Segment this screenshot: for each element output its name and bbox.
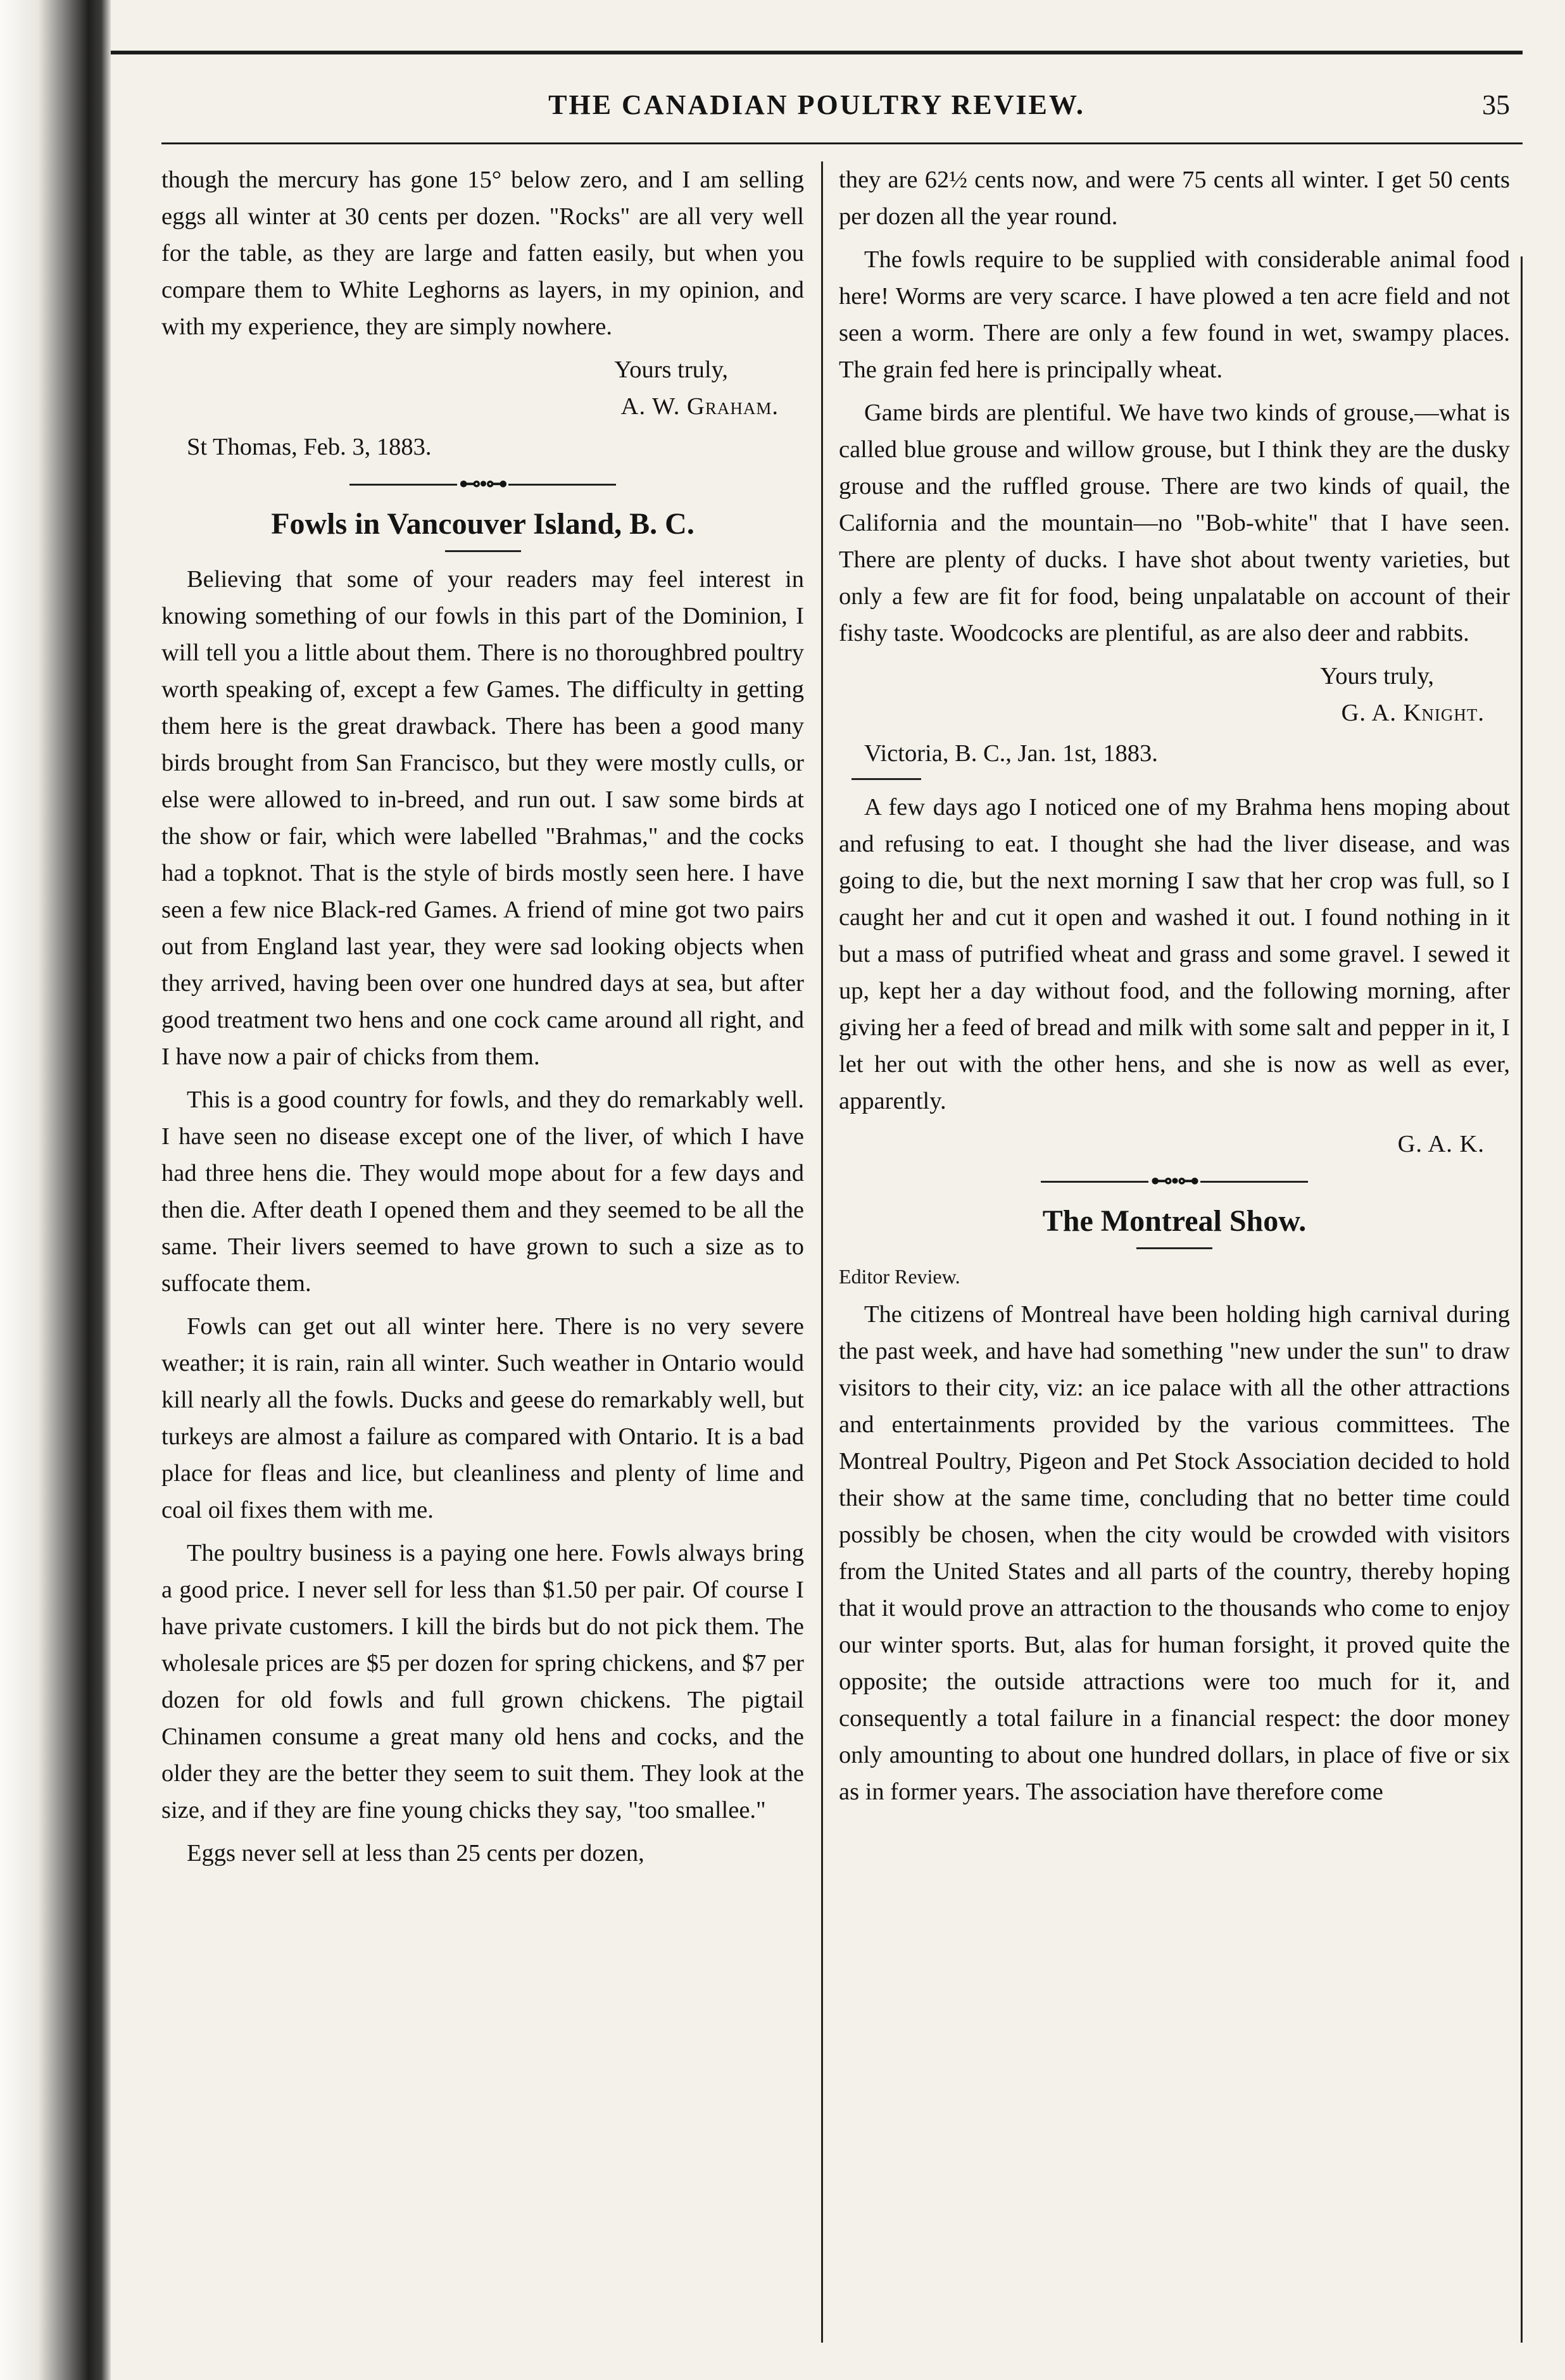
columns — [161, 161, 1523, 2355]
binding-edge — [0, 0, 111, 2380]
ornament-mark: ⊷•⊶ — [459, 472, 506, 496]
vancouver-continued-paragraph-1: they are 62½ cents now, and were 75 cents all winter. I get 50 cents per dozen all the year round. — [839, 167, 1510, 230]
title-rule — [445, 550, 521, 552]
graham-signature: A. W. Graham. — [620, 393, 779, 420]
note-rule — [852, 778, 921, 780]
knight-place-date: Victoria, B. C., Jan. 1st, 1883. — [864, 740, 1158, 767]
vancouver-paragraph-2: This is a good country for fowls, and they do remarkably well. I have seen no disease except one of the liver, of which I have had three hens die. They would mope about for a few days and then die. After death I opened them and they seemed to be all the same. Their livers seemed to have grown to such a size as to suffocate them. — [161, 1086, 804, 1297]
section-ornament — [161, 470, 804, 497]
graham-paragraph: though the mercury has gone 15° below zero, and I am selling eggs all winter at 30 cents per dozen. "Rocks" are all very well for the table, as they are large and fatten easily, but when you compare them to White Leghorns as layers, in my opinion, and with my experience, they are simply nowhere. — [161, 167, 804, 340]
brahma-note-paragraph: A few days ago I noticed one of my Brahma hens moping about and refusing to eat. I thought she had the liver disease, and was going to die, but the next morning I saw that her crop was full, so I caught her and cut it open and washed it out. I found nothing in it but a mass of putrified wheat and grass and some gravel. I sewed it up, kept her a day without food, and the following morning, after giving her a feed of bread and milk with some salt and pepper in it, I let her out with the other hens, and she is now as well as ever, apparently. — [839, 794, 1510, 1114]
left-column — [161, 161, 804, 2355]
right-border — [1521, 256, 1523, 2343]
ornament-bar-right — [1200, 1181, 1308, 1183]
montreal-show-title: The Montreal Show. — [1042, 1204, 1307, 1238]
page-header — [111, 89, 1523, 139]
vancouver-continued-paragraph-2: The fowls require to be supplied with considerable animal food here! Worms are very scarce. I have plowed a ten acre field and not seen a worm. There are only a few found in wet, swampy places. The grain fed here is principally wheat. — [839, 246, 1510, 383]
graham-place-date: St Thomas, Feb. 3, 1883. — [187, 434, 432, 460]
vancouver-article-title: Fowls in Vancouver Island, B. C. — [271, 507, 695, 541]
page-number: 35 — [1482, 89, 1510, 120]
ornament-bar-left — [1041, 1181, 1148, 1183]
vancouver-paragraph-5: Eggs never sell at less than 25 cents per dozen, — [187, 1840, 644, 1867]
montreal-salutation: Editor Review. — [839, 1265, 960, 1288]
brahma-note-signature: G. A. K. — [1397, 1131, 1485, 1157]
title-rule-2 — [1136, 1247, 1212, 1249]
vancouver-continued-paragraph-3: Game birds are plentiful. We have two kinds of grouse,—what is called blue grouse and willow grouse, but I think they are the dusky grouse and the ruffled grouse. There are two kinds of quail, the California and the mountain—no "Bob-white" that I have seen. There are plenty of ducks. I have shot about twenty varieties, but only a few are fit for food, being unpalatable on account of their fishy taste. Woodcocks are plentiful, as are also deer and rabbits. — [839, 400, 1510, 646]
ornament-bar-left — [349, 484, 457, 486]
graham-closing: Yours truly, — [614, 356, 728, 383]
knight-signature: G. A. Knight. — [1341, 700, 1485, 726]
right-column — [839, 161, 1510, 2355]
vancouver-paragraph-1: Believing that some of your readers may feel interest in knowing something of our fowls in this part of the Dominion, I will tell you a little about them. There is no thoroughbred poultry worth speaking of, except a few Games. The difficulty in getting them here is the great drawback. There has been a good many birds brought from San Francisco, but they were mostly culls, or else were allowed to in-breed, and run out. I saw some birds at the show or fair, which were labelled "Brahmas," and the cocks had a topknot. That is the style of birds mostly seen here. I have seen a few nice Black-red Games. A friend of mine got two pairs out from England last year, they were sad looking objects when they arrived, having been over one hundred days at sea, but after good treatment two hens and one cock came around all right, and I have now a pair of chicks from them. — [161, 566, 804, 1071]
ornament-mark: ⊷•⊶ — [1151, 1169, 1198, 1193]
header-top-rule — [111, 51, 1523, 54]
newspaper-page — [111, 51, 1523, 2355]
ornament-bar-right — [508, 484, 616, 486]
knight-closing: Yours truly, — [1320, 663, 1434, 689]
column-divider — [821, 161, 823, 2343]
vancouver-paragraph-4: The poultry business is a paying one here. Fowls always bring a good price. I never sell for less than $1.50 per pair. Of course I have private customers. I kill the birds but do not pick them. The wholesale prices are $5 per dozen for spring chickens, and $7 per dozen for old fowls and full grown chickens. The pigtail Chinamen consume a great many old hens and cocks, and the older they are the better they seem to suit them. They look at the size, and if they are fine young chicks they say, "too smallee." — [161, 1540, 804, 1824]
vancouver-paragraph-3: Fowls can get out all winter here. There is no very severe weather; it is rain, rain all winter. Such weather in Ontario would kill nearly all the fowls. Ducks and geese do remarkably well, but turkeys are almost a failure as compared with Ontario. It is a bad place for fleas and lice, but cleanliness and plenty of lime and coal oil fixes them with me. — [161, 1313, 804, 1524]
header-rule — [161, 142, 1523, 144]
running-title: THE CANADIAN POULTRY REVIEW. — [548, 89, 1085, 120]
montreal-paragraph-1: The citizens of Montreal have been holding high carnival during the past week, and have had something "new under the sun" to draw visitors to their city, viz: an ice palace with all the other attractions and entertainments provided by the various committees. The Montreal Poultry, Pigeon and Pet Stock Association decided to hold their show at the same time, concluding that no better time could possibly be chosen, when the city would be crowded with visitors from the United States and all parts of the country, thereby hoping that it would prove an attraction to the thousands who come to enjoy our winter sports. But, alas for human forsight, it proved quite the opposite; the outside attractions were too much for it, and consequently a total failure in a financial respect: the door money only amounting to about one hundred dollars, in place of five or six as in former years. The association have therefore come — [839, 1301, 1510, 1806]
section-ornament-2 — [839, 1168, 1510, 1194]
